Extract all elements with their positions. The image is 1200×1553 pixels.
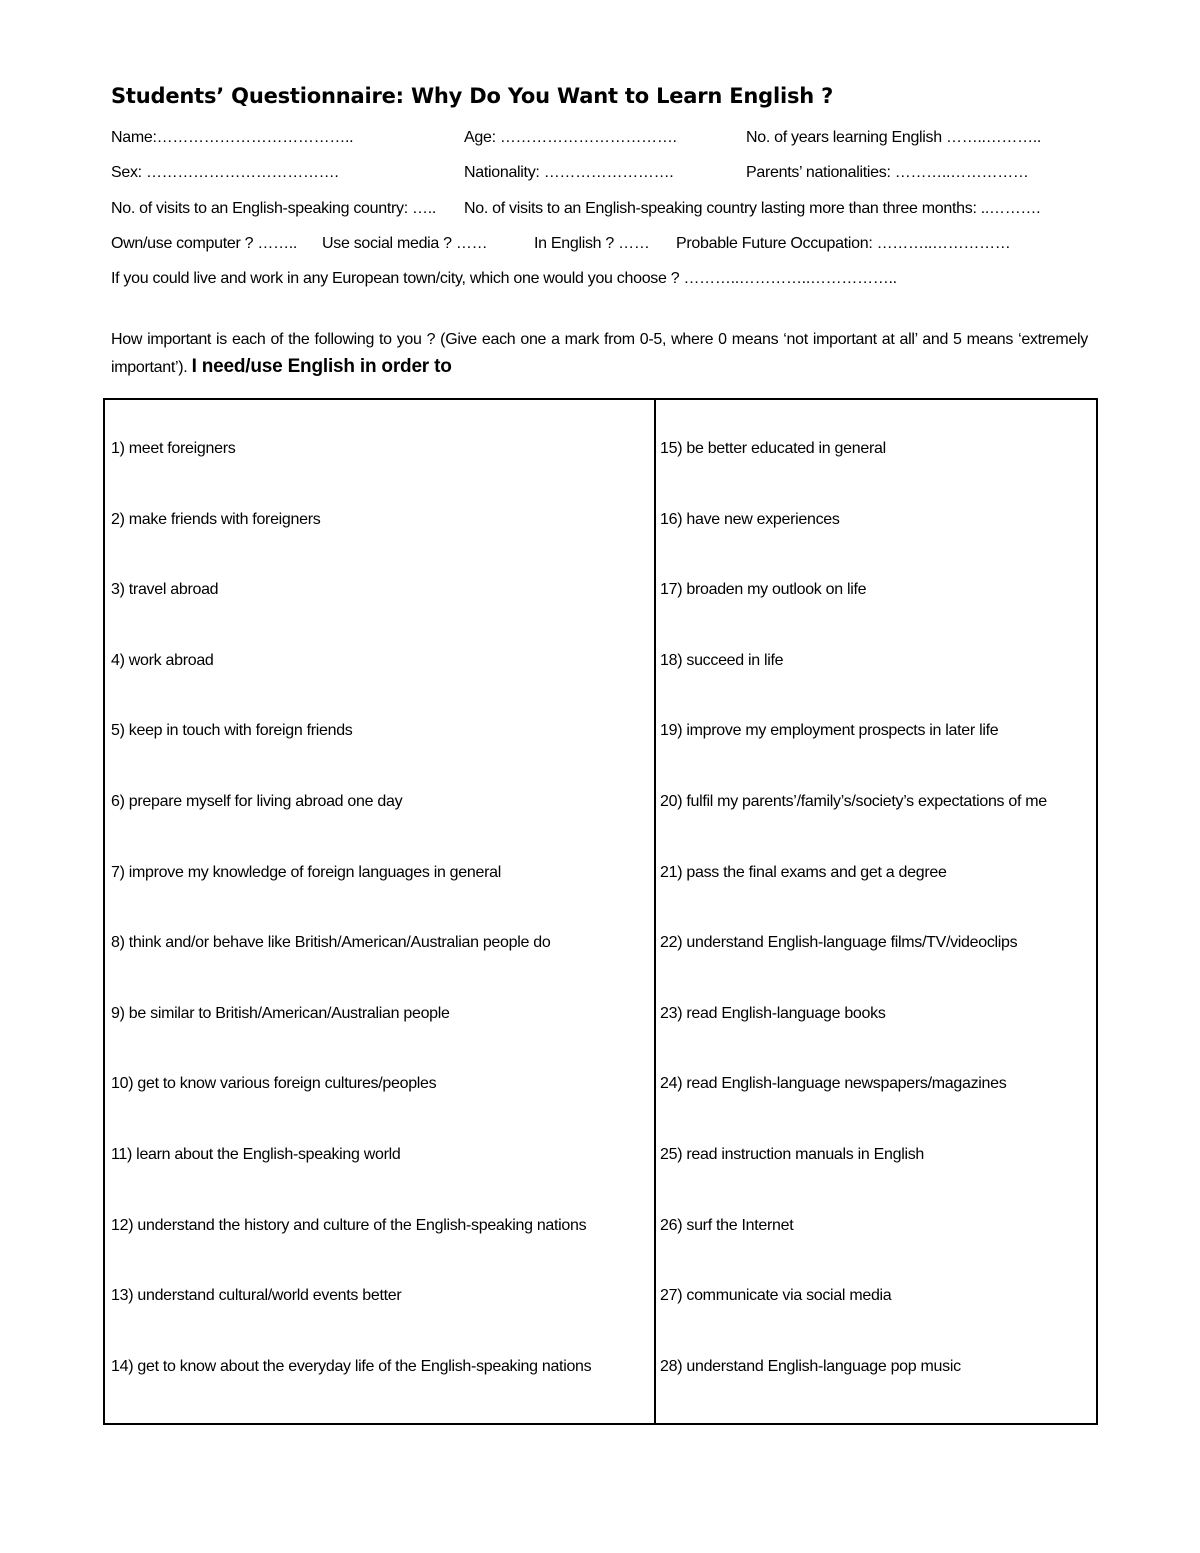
list-item: 2) make friends with foreigners	[111, 510, 321, 528]
list-item: 10) get to know various foreign cultures/peoples	[111, 1075, 437, 1093]
list-item: 22) understand English-language films/TV/videoclips	[660, 934, 1018, 952]
instructions-text: How important is each of the following to you ? (Give each one a mark from 0-5, where 0 means ‘not important at all’ and 5 means ‘extremely important’).	[111, 331, 1088, 376]
age-field[interactable]: Age: …………………………….	[464, 129, 677, 146]
list-item: 21) pass the final exams and get a degree	[660, 863, 947, 881]
list-item: 1) meet foreigners	[111, 440, 236, 457]
items-table	[103, 398, 1098, 1425]
list-item: 12) understand the history and culture of the English-speaking nations	[111, 1216, 587, 1234]
list-item: 23) read English-language books	[660, 1004, 886, 1022]
list-item: 3) travel abroad	[111, 581, 219, 599]
name-field[interactable]: Name:………………………………..	[111, 129, 354, 146]
page-title: Students’ Questionnaire: Why Do You Want to Learn English ?	[111, 84, 834, 108]
parents-nationalities-field[interactable]: Parents’ nationalities: ………..……………	[746, 164, 1029, 181]
list-item: 17) broaden my outlook on life	[660, 581, 867, 599]
sex-field[interactable]: Sex: ……………………………….	[111, 164, 339, 181]
list-item: 7) improve my knowledge of foreign languages in general	[111, 863, 501, 881]
social-media-field[interactable]: Use social media ? ……	[322, 235, 488, 252]
list-item: 11) learn about the English-speaking world	[111, 1146, 401, 1163]
list-item: 15) be better educated in general	[660, 440, 886, 457]
visits-field[interactable]: No. of visits to an English-speaking country: …..	[111, 200, 437, 217]
list-item: 4) work abroad	[111, 651, 214, 669]
list-item: 27) communicate via social media	[660, 1287, 892, 1305]
list-item: 13) understand cultural/world events better	[111, 1287, 402, 1305]
computer-field[interactable]: Own/use computer ? ……..	[111, 235, 298, 252]
list-item: 16) have new experiences	[660, 510, 840, 528]
list-item: 28) understand English-language pop music	[660, 1357, 961, 1375]
list-item: 20) fulfil my parents’/family’s/society’s expectations of me	[660, 793, 1047, 810]
occupation-field[interactable]: Probable Future Occupation: ………..……………	[676, 235, 1011, 252]
list-item: 19) improve my employment prospects in later life	[660, 722, 999, 740]
list-item: 18) succeed in life	[660, 651, 784, 669]
instructions-lead: I need/use English in order to	[191, 356, 452, 377]
list-item: 25) read instruction manuals in English	[660, 1146, 925, 1163]
column-divider	[654, 400, 656, 1423]
instructions	[111, 326, 1088, 381]
visits-long-field[interactable]: No. of visits to an English-speaking country lasting more than three months: ..……….	[464, 200, 1041, 217]
list-item: 14) get to know about the everyday life of the English-speaking nations	[111, 1357, 592, 1375]
in-english-field[interactable]: In English ? ……	[534, 235, 650, 252]
list-item: 26) surf the Internet	[660, 1216, 794, 1234]
years-learning-field[interactable]: No. of years learning English ……..………..	[746, 129, 1042, 146]
list-item: 5) keep in touch with foreign friends	[111, 722, 353, 740]
list-item: 8) think and/or behave like British/American/Australian people do	[111, 934, 551, 952]
list-item: 9) be similar to British/American/Australian people	[111, 1004, 450, 1022]
city-field[interactable]: If you could live and work in any European town/city, which one would you choose ? ………..…………..……………..	[111, 270, 897, 287]
nationality-field[interactable]: Nationality: …………………….	[464, 164, 674, 181]
list-item: 24) read English-language newspapers/magazines	[660, 1075, 1007, 1093]
list-item: 6) prepare myself for living abroad one day	[111, 793, 403, 810]
